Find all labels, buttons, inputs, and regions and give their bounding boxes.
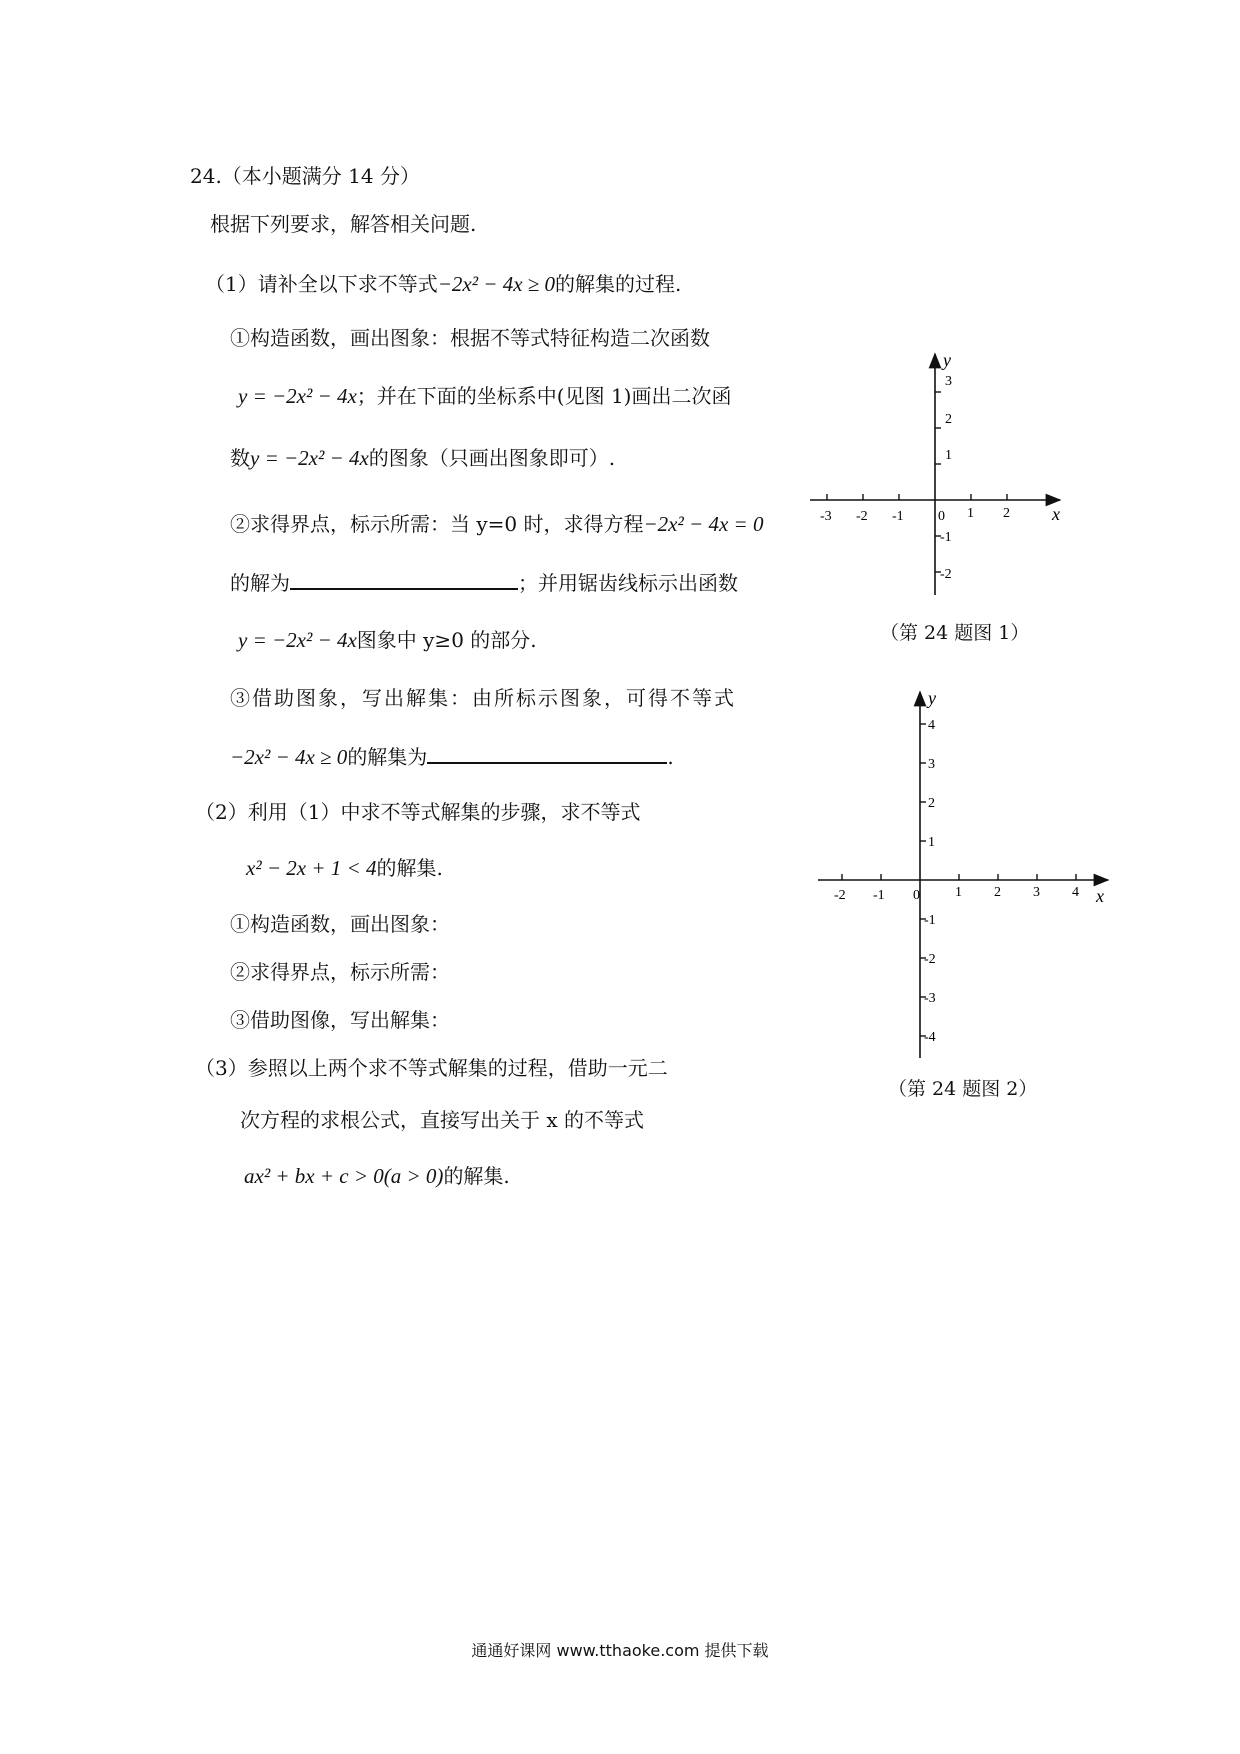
step3-answer-blank[interactable]: [427, 744, 667, 764]
fig1-origin-label: 0: [938, 509, 945, 524]
fig2-x-axis-label: x: [1096, 886, 1104, 906]
step1-line3-text: 的图象（只画出图象即可）.: [368, 446, 616, 470]
step1-line3: [230, 446, 615, 470]
fig1-x-axis-label: x: [1052, 504, 1060, 524]
part2-line2-text: 的解集.: [376, 856, 443, 880]
part2-inequality: x² − 2x + 1 < 4: [246, 856, 377, 880]
part1-prefix: （1）请补全以下求不等式: [205, 272, 438, 296]
step1-line2: [238, 384, 731, 408]
step1-line3-prefix: 数: [230, 446, 250, 470]
figure2-coordinate-system: [810, 680, 1120, 1065]
part3-line3: [244, 1164, 510, 1188]
fig2-x-tick-2: 2: [994, 885, 1001, 900]
question-header: 24.（本小题满分 14 分）: [190, 164, 420, 188]
fig2-y-tick-neg1: -1: [924, 913, 936, 928]
part2-line1: （2）利用（1）中求不等式解集的步骤，求不等式: [195, 800, 641, 824]
part3-line3-text: 的解集.: [443, 1164, 510, 1188]
fig2-y-tick-2: 2: [928, 796, 935, 811]
step2-line3-function: y = −2x² − 4x: [238, 628, 357, 652]
fig1-x-tick-1: 1: [967, 506, 974, 521]
step2-line2-a: 的解为: [230, 571, 290, 595]
figure2-caption: （第 24 题图 2）: [888, 1078, 1038, 1100]
step2-line3-text: 图象中 y≥0 的部分.: [356, 628, 537, 652]
step1-line3-function: y = −2x² − 4x: [250, 446, 369, 470]
fig1-y-axis-label: y: [943, 350, 951, 370]
step2-line1: [230, 512, 763, 536]
fig1-x-tick-neg2: -2: [856, 509, 868, 524]
fig1-y-tick-1: 1: [945, 448, 952, 463]
step1-line1: ①构造函数，画出图象：根据不等式特征构造二次函数: [230, 326, 710, 350]
part1-line: [205, 272, 681, 296]
figure1-caption: （第 24 题图 1）: [880, 622, 1030, 644]
fig2-x-tick-neg2: -2: [834, 888, 846, 903]
fig2-y-axis-label: y: [928, 688, 936, 708]
step3-line2-text: 的解集为: [347, 745, 428, 769]
fig2-origin-label: 0: [913, 888, 920, 903]
part3-inequality: ax² + bx + c > 0(a > 0): [244, 1164, 444, 1188]
part3-line1: （3）参照以上两个求不等式解集的过程，借助一元二: [195, 1056, 668, 1080]
fig1-y-tick-neg1: -1: [940, 530, 952, 545]
part2-step1: ①构造函数，画出图象：: [230, 912, 450, 936]
question-intro: 根据下列要求，解答相关问题.: [210, 212, 477, 236]
step2-answer-blank[interactable]: [290, 570, 518, 590]
part2-step3: ③借助图像，写出解集：: [230, 1008, 450, 1032]
part1-suffix: 的解集的过程.: [555, 272, 682, 296]
fig2-y-tick-neg2: -2: [924, 952, 936, 967]
step2-line2-b: ；并用锯齿线标示出函数: [518, 571, 738, 595]
step3-line1: ③借助图象，写出解集：由所标示图象，可得不等式: [230, 686, 736, 710]
fig2-y-tick-1: 1: [928, 835, 935, 850]
page-footer: 通通好课网 www.tthaoke.com 提供下载: [471, 1641, 769, 1660]
fig2-y-tick-3: 3: [928, 757, 935, 772]
fig1-x-tick-neg3: -3: [820, 509, 832, 524]
fig1-y-tick-2: 2: [945, 412, 952, 427]
step2-line1-text: ②求得界点，标示所需：当 y=0 时，求得方程: [230, 512, 644, 536]
part1-inequality: −2x² − 4x ≥ 0: [437, 272, 556, 296]
part3-line2: 次方程的求根公式，直接写出关于 x 的不等式: [240, 1108, 644, 1132]
fig1-x-tick-2: 2: [1003, 506, 1010, 521]
step2-line2: [230, 570, 738, 595]
fig2-y-tick-neg4: -4: [924, 1030, 936, 1045]
part2-line2: [246, 856, 443, 880]
part2-step2: ②求得界点，标示所需：: [230, 960, 450, 984]
step3-line2-end: .: [667, 745, 674, 769]
fig1-y-tick-neg2: -2: [940, 567, 952, 582]
step3-inequality: −2x² − 4x ≥ 0: [230, 745, 348, 769]
fig1-y-tick-3: 3: [945, 374, 952, 389]
fig2-x-tick-neg1: -1: [873, 888, 885, 903]
fig2-y-tick-4: 4: [928, 718, 935, 733]
fig2-x-tick-4: 4: [1072, 885, 1079, 900]
fig2-y-tick-neg3: -3: [924, 991, 936, 1006]
step1-function: y = −2x² − 4x: [238, 384, 357, 408]
step2-equation: −2x² − 4x = 0: [643, 512, 764, 536]
fig1-x-tick-neg1: -1: [892, 509, 904, 524]
step2-line3: [238, 628, 537, 652]
fig2-x-tick-3: 3: [1033, 885, 1040, 900]
fig2-x-tick-1: 1: [955, 885, 962, 900]
figure1-coordinate-system: [800, 340, 1080, 605]
step1-line2-text: ；并在下面的坐标系中(见图 1)画出二次函: [356, 384, 732, 408]
step3-line2: [230, 744, 674, 769]
